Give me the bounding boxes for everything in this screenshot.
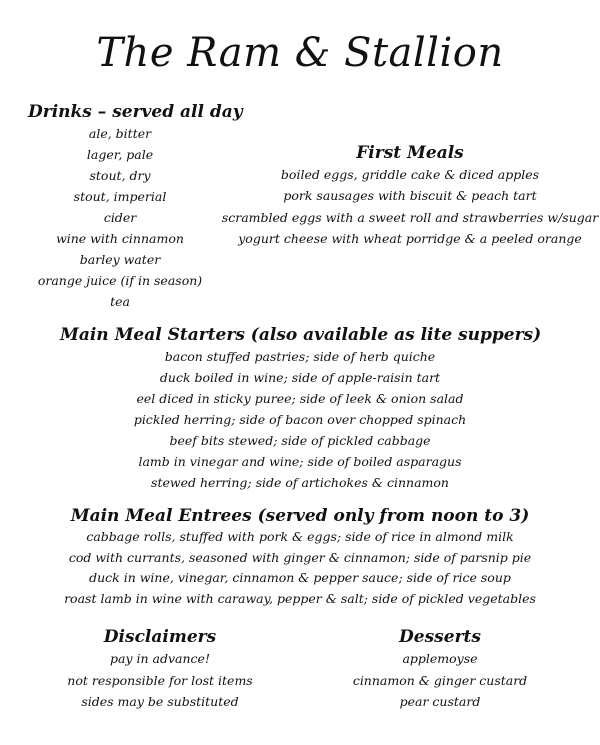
menu-item: scrambled eggs with a sweet roll and strawberries w/sugar [221,209,599,225]
drinks-heading: Drinks – served all day [28,102,243,122]
menu-item: stout, imperial [73,189,167,204]
menu-item: lamb in vinegar and wine; side of boiled asparagus [138,454,462,469]
starters-list [60,346,540,493]
menu-item: stewed herring; side of artichokes & cinnamon [151,475,449,490]
starters-heading: Main Meal Starters (also available as lite suppers) [60,325,542,345]
menu-item: cabbage rolls, stuffed with pork & eggs; side of rice in almond milk [86,529,514,544]
menu-item: sides may be substituted [81,694,239,709]
menu-item: duck in wine, vinegar, cinnamon & pepper sauce; side of rice soup [89,570,511,585]
menu-item: not responsible for lost items [67,672,253,688]
menu-item: pear custard [399,694,481,709]
menu-item: barley water [79,252,161,267]
menu-item: lager, pale [86,147,154,162]
entrees-list [40,527,560,609]
menu-item: beef bits stewed; side of pickled cabbage [169,433,431,448]
menu-item: pay in advance! [110,651,210,666]
disclaimers-list [60,648,260,713]
entrees-section [40,505,560,609]
starters-section [60,324,540,493]
menu-item: duck boiled in wine; side of apple-raisin tart [159,370,441,385]
menu-item: yogurt cheese with wheat porridge & a peeled orange [238,230,582,246]
menu-item: boiled eggs, griddle cake & diced apples [280,167,540,182]
menu-item: applemoyse [402,651,478,666]
menu-item: tea [110,294,130,309]
disclaimers-heading: Disclaimers [103,627,217,647]
menu-item: cider [103,210,137,225]
menu-item: bacon stuffed pastries; side of herb quiche [164,349,436,364]
desserts-list [340,648,540,713]
first-meals-list [220,164,600,249]
menu-item: wine with cinnamon [56,231,184,246]
menu-item: eel diced in sticky puree; side of leek & onion salad [136,391,464,406]
disclaimers-section [60,626,260,713]
entrees-heading: Main Meal Entrees (served only from noon to 3) [70,506,530,526]
menu-item: pickled herring; side of bacon over chopped spinach [133,412,467,427]
menu-title: The Ram & Stallion [96,30,504,76]
menu-item: orange juice (if in season) [37,273,203,288]
desserts-heading: Desserts [399,627,481,647]
menu-item: pork sausages with biscuit & peach tart [283,188,537,204]
menu-item: cod with currants, seasoned with ginger & cinnamon; side of parsnip pie [68,549,532,565]
drinks-section [20,101,243,312]
first-meals-heading: First Meals [356,143,464,163]
desserts-section [340,626,540,713]
first-meals-section [220,142,600,249]
menu-item: roast lamb in wine with caraway, pepper & salt; side of pickled vegetables [64,590,536,606]
menu-item: cinnamon & ginger custard [352,672,528,688]
drinks-list [20,123,220,312]
menu-item: ale, bitter [88,126,152,141]
menu-item: stout, dry [89,168,151,183]
